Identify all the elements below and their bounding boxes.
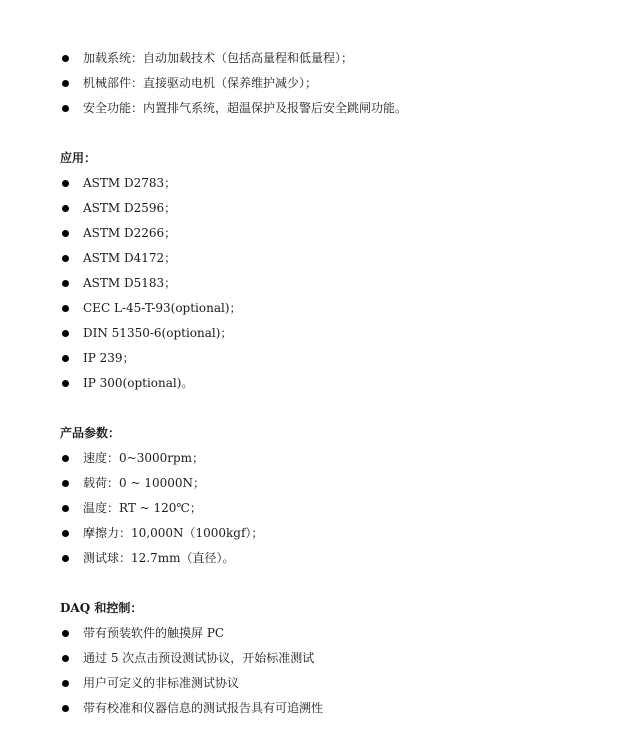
section-heading-daq: DAQ 和控制： — [60, 601, 143, 615]
list-item — [62, 323, 232, 343]
bullet-icon — [62, 380, 69, 387]
list-item — [62, 173, 176, 193]
list-item — [62, 198, 176, 218]
bullet-icon — [62, 330, 69, 337]
bullet-icon — [62, 680, 69, 687]
bullet-icon — [62, 280, 69, 287]
list-item-text: 带有预装软件的触摸屏 PC — [83, 626, 225, 640]
list-item-text: 载荷：0 ~ 10000N； — [83, 476, 205, 490]
list-item-text: ASTM D4172； — [83, 251, 177, 265]
list-item-text: 安全功能：内置排气系统，超温保护及报警后安全跳闸功能。 — [83, 101, 408, 115]
list-item-text: 通过 5 次点击预设测试协议，开始标准测试 — [83, 651, 315, 665]
list-item — [62, 48, 353, 68]
list-item — [62, 298, 242, 318]
list-item — [62, 98, 407, 118]
bullet-icon — [62, 355, 69, 362]
list-item-text: 温度：RT ~ 120℃； — [83, 501, 202, 515]
list-item-text: ASTM D2596； — [83, 201, 177, 215]
list-item-text: IP 239； — [83, 351, 135, 365]
list-item — [62, 548, 234, 568]
list-item — [62, 373, 193, 393]
bullet-icon — [62, 305, 69, 312]
list-item — [62, 623, 224, 643]
list-item-text: DIN 51350-6(optional)； — [83, 326, 233, 340]
bullet-icon — [62, 255, 69, 262]
bullet-icon — [62, 455, 69, 462]
list-item-text: 带有校准和仪器信息的测试报告具有可追溯性 — [83, 701, 324, 715]
bullet-icon — [62, 180, 69, 187]
bullet-icon — [62, 630, 69, 637]
list-item — [62, 498, 202, 518]
list-item-text: 机械部件：直接驱动电机（保养维护减少）； — [83, 76, 318, 90]
list-item — [62, 273, 176, 293]
section-heading-parameters: 产品参数： — [60, 426, 121, 440]
list-item — [62, 348, 135, 368]
list-item-text: CEC L-45-T-93(optional)； — [83, 301, 242, 315]
bullet-icon — [62, 505, 69, 512]
bullet-icon — [62, 205, 69, 212]
bullet-icon — [62, 705, 69, 712]
list-item-text: ASTM D2266； — [83, 226, 177, 240]
list-item — [62, 648, 314, 668]
list-item-text: 摩擦力：10,000N（1000kgf）； — [83, 526, 264, 540]
list-item-text: ASTM D2783； — [83, 176, 177, 190]
list-item — [62, 223, 176, 243]
list-item — [62, 523, 263, 543]
list-item — [62, 248, 176, 268]
list-item — [62, 448, 204, 468]
list-item-text: 加载系统：自动加载技术（包括高量程和低量程）； — [83, 51, 354, 65]
bullet-icon — [62, 555, 69, 562]
list-item-text: 测试球：12.7mm（直径）。 — [83, 551, 235, 565]
list-item — [62, 473, 205, 493]
bullet-icon — [62, 80, 69, 87]
list-item-text: 用户可定义的非标准测试协议 — [83, 676, 240, 690]
list-item — [62, 73, 317, 93]
bullet-icon — [62, 230, 69, 237]
bullet-icon — [62, 105, 69, 112]
list-item-text: 速度：0~3000rpm； — [83, 451, 205, 465]
bullet-icon — [62, 530, 69, 537]
bullet-icon — [62, 55, 69, 62]
bullet-icon — [62, 655, 69, 662]
list-item — [62, 698, 323, 718]
section-heading-applications: 应用： — [60, 151, 97, 165]
list-item-text: IP 300(optional)。 — [83, 376, 194, 390]
bullet-icon — [62, 480, 69, 487]
list-item-text: ASTM D5183； — [83, 276, 177, 290]
list-item — [62, 673, 239, 693]
